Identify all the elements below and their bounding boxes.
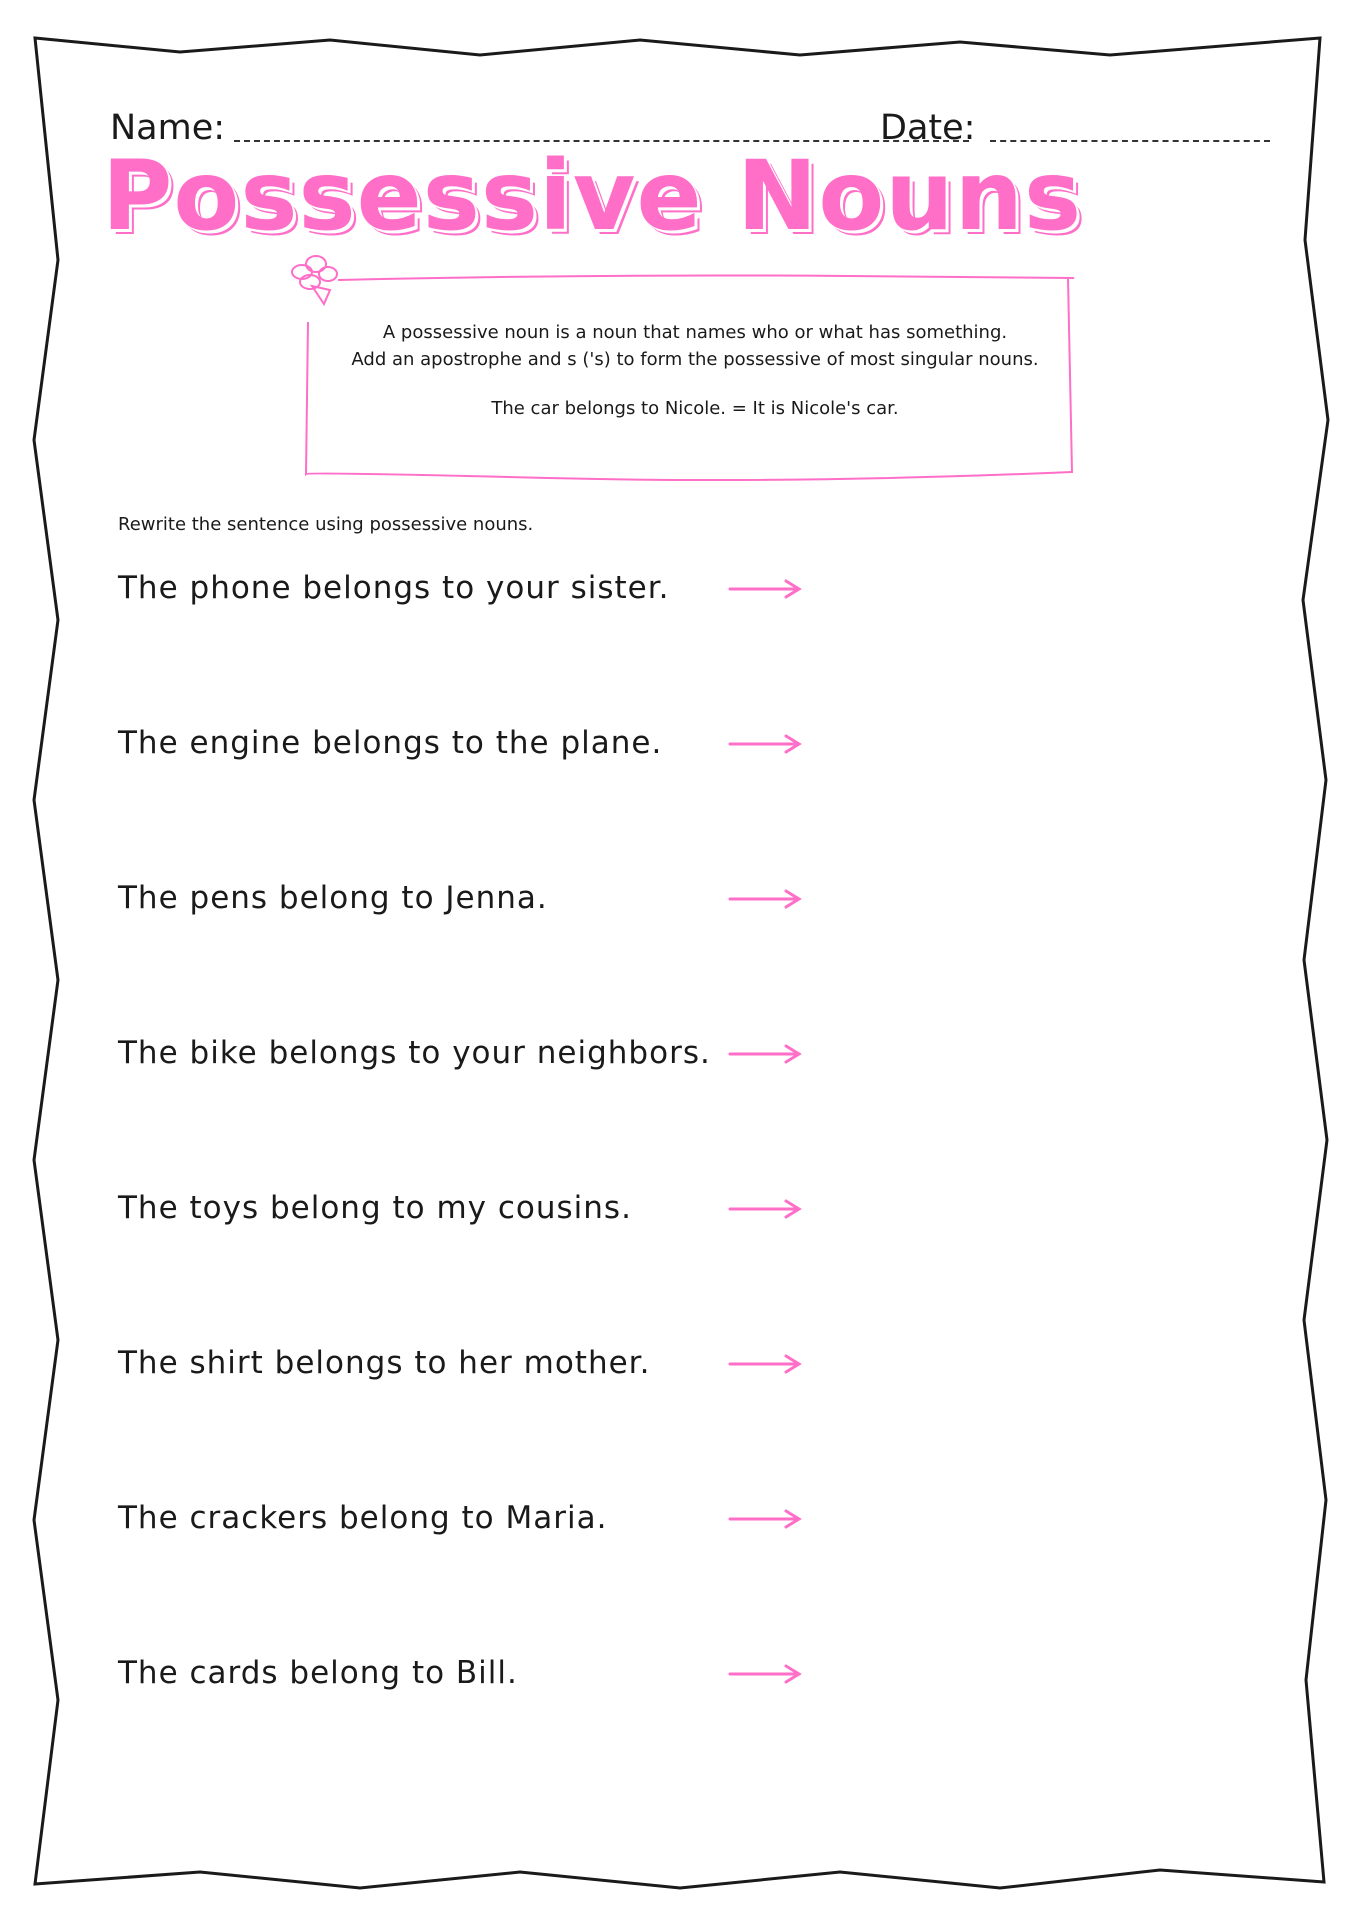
date-label: Date:	[880, 108, 976, 148]
right-arrow-icon	[728, 1042, 802, 1066]
instruction-text: Rewrite the sentence using possessive nouns.	[118, 514, 534, 535]
right-arrow-icon	[728, 1507, 802, 1531]
rule-box-frame	[288, 262, 1078, 488]
rule-definition-line2: Add an apostrophe and s ('s) to form the possessive of most singular nouns.	[351, 349, 1039, 370]
page-title: Possessive Nouns	[102, 140, 1083, 252]
rule-example: The car belongs to Nicole. = It is Nicole's car.	[491, 398, 899, 419]
sentence-7: The crackers belong to Maria.	[118, 1500, 608, 1536]
right-arrow-icon	[728, 887, 802, 911]
sentence-6: The shirt belongs to her mother.	[118, 1345, 651, 1381]
flower-icon	[286, 252, 346, 308]
sentence-1: The phone belongs to your sister.	[118, 570, 670, 606]
sentence-3: The pens belong to Jenna.	[118, 880, 548, 916]
sentence-5: The toys belong to my cousins.	[118, 1190, 632, 1226]
sentence-8: The cards belong to Bill.	[118, 1655, 518, 1691]
right-arrow-icon	[728, 1352, 802, 1376]
right-arrow-icon	[728, 732, 802, 756]
name-label: Name:	[110, 108, 226, 148]
right-arrow-icon	[728, 1662, 802, 1686]
rule-definition-line1: A possessive noun is a noun that names who or what has something.	[382, 322, 1008, 343]
right-arrow-icon	[728, 1197, 802, 1221]
sentence-2: The engine belongs to the plane.	[118, 725, 663, 761]
right-arrow-icon	[728, 577, 802, 601]
sentence-4: The bike belongs to your neighbors.	[118, 1035, 711, 1071]
